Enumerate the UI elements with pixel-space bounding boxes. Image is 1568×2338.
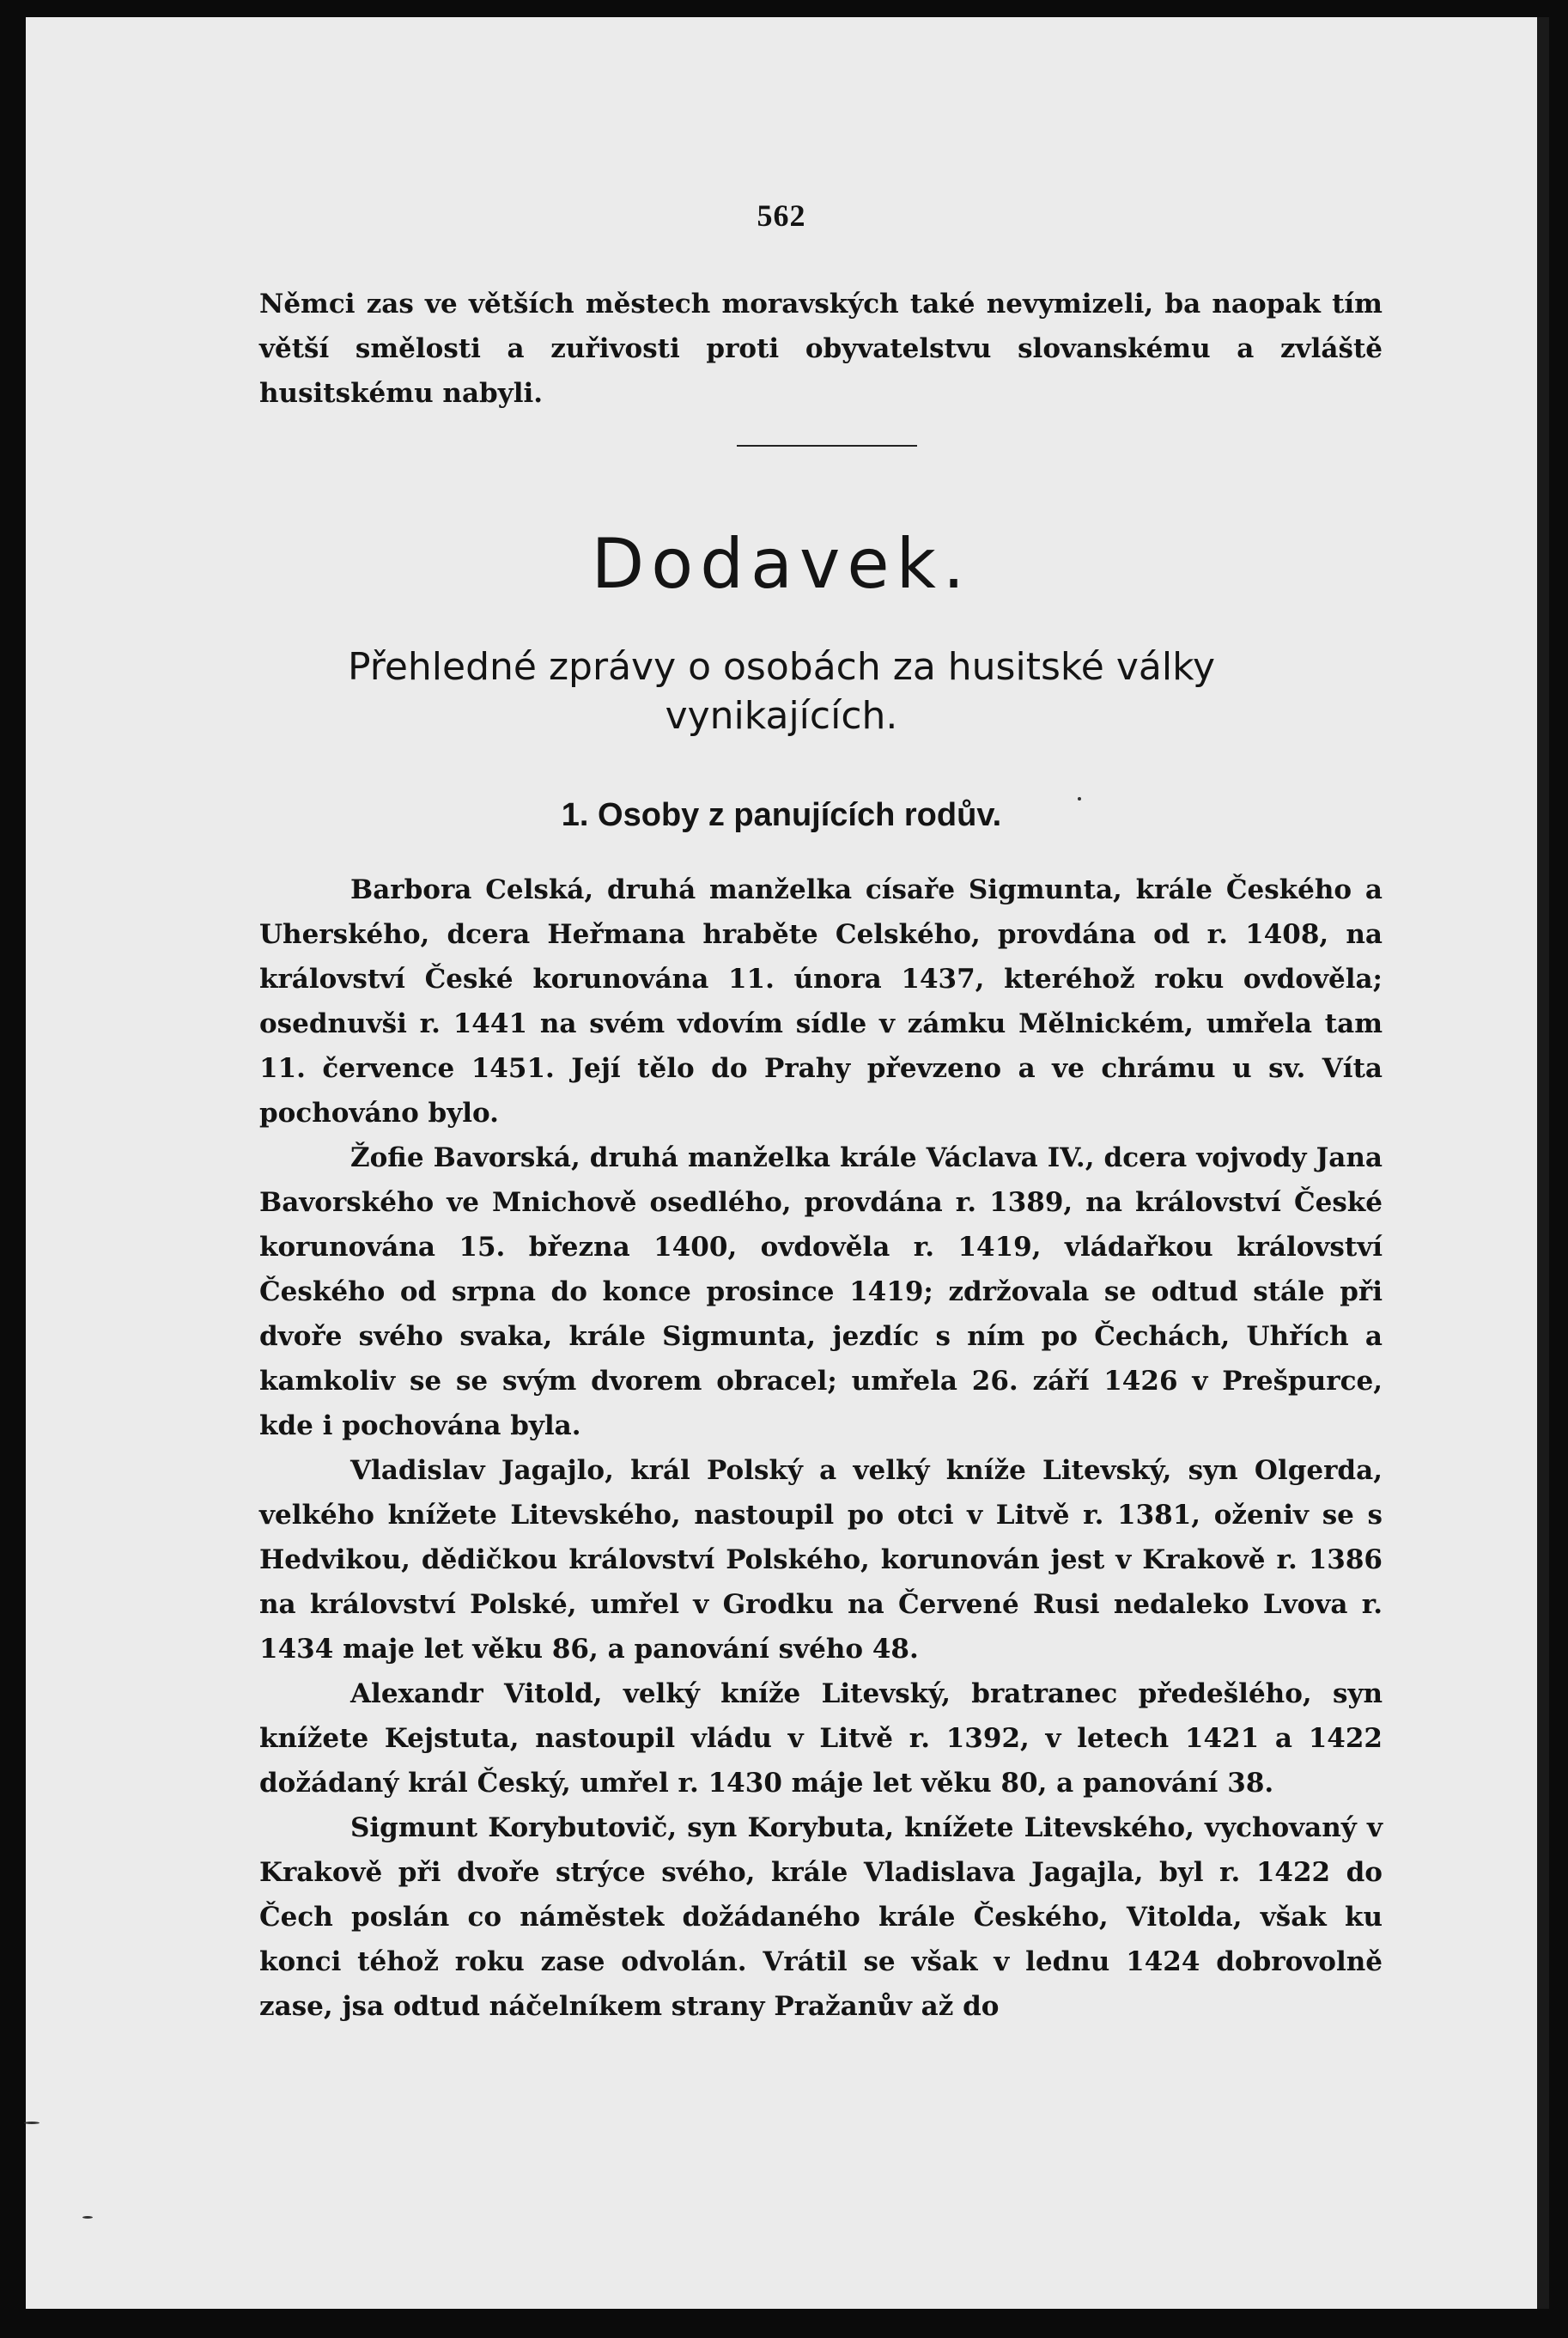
subtitle-line-1: Přehledné zprávy o osobách za husitské války [347, 645, 1216, 689]
section-divider [737, 445, 917, 447]
paragraph-vladislav: Vladislav Jagajlo, král Polský a velký kníže Litevský, syn Olgerda, velkého knížete Litevského, nastoupil po otci v Litvě r. 1381, oženiv se s Hedvikou, dědičkou království Polského, korunován jest v Krakově r. 1386 na království Polské, umřel v Grodku na Červené Rusi nedaleko Lvova r. 1434 maje let věku 86, a panování svého 48. [259, 1455, 1383, 1665]
subtitle-line-2: vynikajících. [665, 694, 898, 738]
paragraph-zofie: Žofie Bavorská, druhá manželka krále Václava IV., dcera vojvody Jana Bavorského ve Mnichově osedlého, provdána r. 1389, na království České korunována 15. března 1400, ovdověla r. 1419, vládařkou království Českého od srpna do konce prosince 1419; zdržovala se odtud stále při dvoře svého svaka, krále Sigmunta, jezdíc s ním po Čechách, Uhřích a kamkoliv se se svým dvorem obracel; umřela 26. září 1426 v Prešpurce, kde i pochována byla. [259, 1142, 1383, 1441]
book-page [26, 17, 1537, 2309]
scan-speck [24, 2122, 40, 2124]
paragraph-barbora: Barbora Celská, druhá manželka císaře Sigmunta, krále Českého a Uherského, dcera Heřmana hraběte Celského, provdána od r. 1408, na království České korunována 11. února 1437, kteréhož roku ovdověla; osednuvši r. 1441 na svém vdovím sídle v zámku Mělnickém, umřela tam 11. července 1451. Její tělo do Prahy převzeno a ve chrámu u sv. Víta pochováno bylo. [259, 874, 1383, 1129]
subtitle [26, 642, 1537, 740]
paragraph-sigmunt: Sigmunt Korybutovič, syn Korybuta, knížete Litevského, vychovaný v Krakově při dvoře strýce svého, krále Vladislava Jagajla, byl r. 1422 do Čech poslán co náměstek dožádaného krále Českého, Vitolda, však ku konci téhož roku zase odvolán. Vrátil se však v lednu 1424 dobrovolně zase, jsa odtud náčelníkem strany Pražanův až do [259, 1812, 1383, 2022]
scan-speck [82, 2216, 93, 2219]
body-text [259, 868, 1383, 2029]
section-heading: 1. Osoby z panujících rodův. [561, 797, 1002, 833]
page-edge-shadow [1537, 17, 1549, 2309]
scan-speck [1078, 797, 1081, 801]
intro-paragraph: Němci zas ve větších městech moravských také nevymizeli, ba naopak tím větší smělosti a zuřivosti proti obyvatelstvu slovanskému a zvláště husitskému nabyli. [259, 289, 1383, 409]
page-number: 562 [757, 198, 806, 233]
page-title: Dodavek. [591, 524, 972, 604]
paragraph-vitold: Alexandr Vitold, velký kníže Litevský, bratranec předešlého, syn knížete Kejstuta, nastoupil vládu v Litvě r. 1392, v letech 1421 a 1422 dožádaný král Český, umřel r. 1430 máje let věku 80, a panování 38. [259, 1678, 1383, 1799]
